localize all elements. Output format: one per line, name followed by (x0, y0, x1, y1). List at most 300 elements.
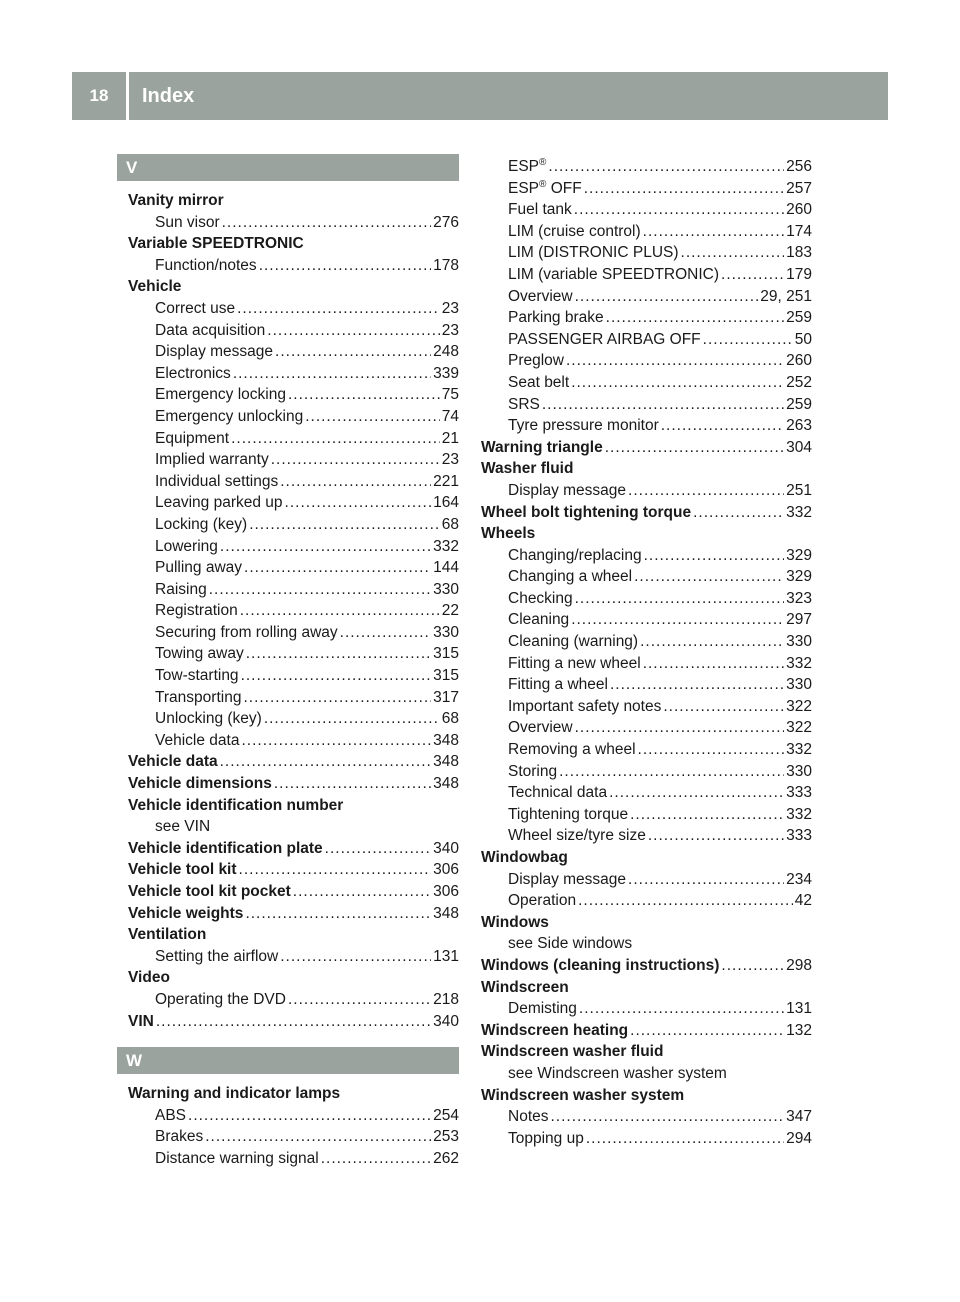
entry-page-ref: 259 (786, 309, 812, 327)
dot-leader (630, 1020, 784, 1042)
index-entry (481, 847, 812, 869)
entry-label: Transporting (155, 688, 242, 706)
entry-page-ref: 42 (794, 892, 812, 910)
index-entry (481, 286, 812, 308)
entry-page-ref: 68 (441, 710, 459, 728)
index-entry (481, 761, 812, 783)
entry-label: LIM (cruise control) (508, 222, 641, 240)
index-entry (128, 557, 459, 579)
index-entry (481, 696, 812, 718)
index-entry (481, 545, 812, 567)
dot-leader (584, 178, 784, 200)
entry-label: Important safety notes (508, 697, 662, 715)
dot-leader (249, 514, 440, 536)
dot-leader (575, 588, 785, 610)
dot-leader (663, 696, 784, 718)
index-entry (128, 795, 459, 817)
entry-page-ref: 332 (786, 503, 812, 521)
dot-leader (605, 437, 784, 459)
index-entry (481, 609, 812, 631)
index-entry (481, 955, 812, 977)
index-entry (128, 492, 459, 514)
entry-label: Setting the airflow (155, 947, 279, 965)
entry-label: Implied warranty (155, 451, 269, 469)
entry-page-ref: 23 (441, 321, 459, 339)
entry-page-ref: 276 (433, 213, 459, 231)
entry-label: Tow-starting (155, 667, 239, 685)
index-entry (481, 1041, 812, 1063)
dot-leader (240, 600, 440, 622)
dot-leader (721, 955, 784, 977)
entry-page-ref: 144 (433, 559, 459, 577)
index-entry (128, 708, 459, 730)
entry-label: Securing from rolling away (155, 623, 338, 641)
dot-leader (628, 869, 784, 891)
dot-leader (239, 859, 432, 881)
entry-page-ref: 22 (441, 602, 459, 620)
dot-leader (325, 838, 431, 860)
entry-label: Parking brake (508, 309, 604, 327)
entry-label: Vehicle dimensions (128, 775, 272, 793)
dot-leader (559, 761, 784, 783)
dot-leader (246, 643, 431, 665)
entry-label: Registration (155, 602, 238, 620)
index-entry (481, 631, 812, 653)
entry-label: Emergency locking (155, 386, 286, 404)
entry-page-ref: 164 (433, 494, 459, 512)
entry-label: Vehicle data (128, 753, 218, 771)
dot-leader (661, 415, 784, 437)
entry-page-ref: 332 (433, 537, 459, 555)
index-entry (481, 156, 812, 178)
entry-label: Display message (508, 870, 627, 888)
entry-page-ref: 252 (786, 373, 812, 391)
index-column-w (128, 1083, 459, 1169)
index-entry (481, 523, 812, 545)
entry-page-ref: 329 (786, 568, 812, 586)
dot-leader (643, 653, 784, 675)
entry-label: Cleaning (warning) (508, 633, 639, 651)
section-letter-w: W (117, 1047, 459, 1074)
index-entry (128, 1105, 459, 1127)
index-entry (128, 967, 459, 989)
entry-page-ref: 348 (433, 904, 459, 922)
entry-page-ref: 221 (433, 472, 459, 490)
entry-page-ref: 74 (441, 407, 459, 425)
entry-label: Topping up (508, 1129, 584, 1147)
entry-page-ref: 260 (786, 201, 812, 219)
dot-leader (586, 1128, 784, 1150)
entry-label: Technical data (508, 784, 608, 802)
dot-leader (644, 545, 785, 567)
dot-leader (574, 199, 784, 221)
dot-leader (205, 1126, 431, 1148)
dot-leader (638, 739, 785, 761)
entry-page-ref: 347 (786, 1108, 812, 1126)
dot-leader (579, 998, 784, 1020)
index-entry (128, 363, 459, 385)
index-entry (481, 1020, 812, 1042)
index-column-v (128, 190, 459, 1032)
entry-page-ref: 306 (433, 861, 459, 879)
entry-label: SRS (508, 395, 540, 413)
index-entry (128, 665, 459, 687)
entry-label: Warning and indicator lamps (128, 1085, 341, 1102)
dot-leader (630, 804, 784, 826)
entry-label: Vehicle identification number (128, 796, 344, 814)
dot-leader (220, 751, 432, 773)
entry-page-ref: 23 (441, 299, 459, 317)
index-entry (128, 881, 459, 903)
entry-label: Vehicle identification plate (128, 839, 323, 857)
entry-page-ref: 256 (786, 158, 812, 175)
index-entry (128, 298, 459, 320)
entry-label: Removing a wheel (508, 741, 636, 759)
index-entry (481, 566, 812, 588)
entry-label: see Windscreen washer system (508, 1064, 727, 1082)
entry-label: Preglow (508, 352, 564, 370)
entry-label: Warning triangle (481, 438, 603, 456)
entry-label: Data acquisition (155, 321, 266, 339)
entry-page-ref: 23 (441, 451, 459, 469)
entry-page-ref: 317 (433, 688, 459, 706)
dot-leader (575, 717, 785, 739)
dot-leader (264, 708, 440, 730)
index-entry (128, 643, 459, 665)
dot-leader (305, 406, 440, 428)
entry-page-ref: 263 (786, 417, 812, 435)
entry-label: Function/notes (155, 256, 257, 274)
index-entry (481, 394, 812, 416)
entry-page-ref: 174 (786, 222, 812, 240)
entry-page-ref: 257 (786, 179, 812, 197)
index-entry (481, 653, 812, 675)
index-entry (128, 406, 459, 428)
dot-leader (571, 609, 784, 631)
index-entry (481, 825, 812, 847)
entry-label: Vehicle data (155, 731, 240, 749)
index-entry (128, 838, 459, 860)
index-entry (481, 1128, 812, 1150)
entry-label: Unlocking (key) (155, 710, 262, 728)
dot-leader (233, 363, 431, 385)
index-entry (128, 579, 459, 601)
entry-page-ref: 248 (433, 343, 459, 361)
entry-label: Demisting (508, 1000, 577, 1018)
entry-label: Correct use (155, 299, 236, 317)
entry-label: Wheels (481, 525, 536, 543)
dot-leader (293, 881, 431, 903)
entry-label: Fitting a new wheel (508, 654, 641, 672)
entry-label: Distance warning signal (155, 1149, 319, 1167)
entry-page-ref: 218 (433, 990, 459, 1008)
entry-page-ref: 333 (786, 784, 812, 802)
index-entry (128, 471, 459, 493)
dot-leader (693, 502, 784, 524)
index-entry (128, 384, 459, 406)
index-entry (481, 372, 812, 394)
page-number: 18 (89, 86, 109, 105)
index-entry (128, 773, 459, 795)
index-entry (481, 674, 812, 696)
dot-leader (566, 350, 784, 372)
index-entry (128, 1083, 459, 1105)
entry-label: Windowbag (481, 849, 568, 866)
index-entry (481, 1106, 812, 1128)
entry-label: Video (128, 969, 170, 987)
dot-leader (220, 536, 431, 558)
dot-leader (245, 903, 431, 925)
entry-page-ref: 254 (433, 1106, 459, 1124)
index-entry (481, 890, 812, 912)
entry-label: Changing/replacing (508, 546, 642, 564)
index-entry (481, 782, 812, 804)
dot-leader (231, 428, 440, 450)
entry-label: Electronics (155, 364, 231, 382)
entry-label: Windscreen washer system (481, 1086, 685, 1104)
entry-page-ref: 348 (433, 753, 459, 771)
index-entry (481, 869, 812, 891)
index-entry (481, 717, 812, 739)
header-bar (72, 72, 888, 120)
entry-label: Tightening torque (508, 805, 629, 823)
index-entry (481, 933, 812, 955)
entry-page-ref: 348 (433, 731, 459, 749)
index-entry (128, 449, 459, 471)
entry-page-ref: 332 (786, 654, 812, 672)
dot-leader (274, 773, 431, 795)
index-entry (481, 437, 812, 459)
entry-page-ref: 251 (786, 481, 812, 499)
index-entry (128, 751, 459, 773)
dot-leader (156, 1011, 431, 1033)
index-entry (481, 199, 812, 221)
dot-leader (575, 286, 759, 308)
dot-leader (703, 329, 793, 351)
entry-label: Vehicle tool kit pocket (128, 883, 291, 900)
entry-label: Cleaning (508, 611, 570, 629)
entry-label: Vehicle tool kit (128, 861, 237, 879)
entry-label: Display message (155, 343, 274, 361)
dot-leader (280, 471, 431, 493)
entry-label: Windows (481, 913, 549, 931)
index-entry (481, 242, 812, 264)
entry-label: Windscreen heating (481, 1021, 629, 1039)
entry-label: Overview (508, 287, 573, 305)
index-entry (128, 622, 459, 644)
entry-page-ref: 294 (786, 1129, 812, 1147)
entry-page-ref: 253 (433, 1128, 459, 1146)
entry-page-ref: 340 (433, 1012, 459, 1030)
dot-leader (548, 156, 784, 178)
entry-label: Operation (508, 892, 577, 910)
entry-page-ref: 332 (786, 805, 812, 823)
index-entry (128, 320, 459, 342)
entry-label: Tyre pressure monitor (508, 417, 659, 435)
entry-page-ref: 329 (786, 546, 812, 564)
index-entry (481, 977, 812, 999)
entry-page-ref: 178 (433, 256, 459, 274)
entry-page-ref: 179 (786, 265, 812, 283)
entry-page-ref: 262 (433, 1149, 459, 1167)
index-entry (128, 514, 459, 536)
entry-page-ref: 260 (786, 352, 812, 370)
dot-leader (280, 946, 431, 968)
entry-label: Individual settings (155, 472, 279, 490)
index-entry (128, 428, 459, 450)
dot-leader (241, 730, 431, 752)
index-entry (481, 998, 812, 1020)
dot-leader (609, 782, 784, 804)
index-entry (481, 804, 812, 826)
entry-label: Vehicle weights (128, 904, 244, 922)
index-entry (128, 1148, 459, 1170)
entry-label: Changing a wheel (508, 568, 633, 586)
dot-leader (209, 579, 431, 601)
entry-label: Windscreen (481, 978, 569, 996)
index-entry (128, 341, 459, 363)
dot-leader (610, 674, 784, 696)
entry-label: Brakes (155, 1128, 204, 1146)
entry-label: LIM (DISTRONIC PLUS) (508, 244, 679, 262)
entry-label: Fitting a wheel (508, 676, 608, 694)
entry-label: Seat belt (508, 373, 570, 391)
entry-page-ref: 131 (433, 947, 459, 965)
index-entry (128, 924, 459, 946)
entry-label: PASSENGER AIRBAG OFF (508, 330, 701, 348)
entry-page-ref: 68 (441, 515, 459, 533)
dot-leader (271, 449, 440, 471)
entry-page-ref: 330 (433, 623, 459, 641)
entry-label: Ventilation (128, 926, 207, 944)
index-entry (481, 350, 812, 372)
dot-leader (321, 1148, 431, 1170)
entry-label: Towing away (155, 645, 244, 663)
entry-label: Emergency unlocking (155, 407, 304, 425)
entry-label: LIM (variable SPEEDTRONIC) (508, 265, 720, 283)
entry-label: Wheel bolt tightening torque (481, 503, 692, 521)
entry-page-ref: 298 (786, 956, 812, 974)
index-entry (128, 816, 459, 838)
index-entry (128, 255, 459, 277)
dot-leader (681, 242, 785, 264)
entry-label: Overview (508, 719, 573, 737)
entry-label: see Side windows (508, 935, 633, 953)
entry-page-ref: 306 (433, 883, 459, 900)
entry-label: Vanity mirror (128, 192, 224, 209)
entry-label: Vehicle (128, 278, 182, 296)
section-letter-v: V (117, 154, 459, 181)
entry-page-ref: 315 (433, 667, 459, 685)
index-entry (481, 480, 812, 502)
entry-page-ref: 322 (786, 719, 812, 737)
index-entry (128, 536, 459, 558)
entry-page-ref: 50 (794, 330, 812, 348)
index-entry (128, 1126, 459, 1148)
entry-page-ref: 330 (433, 580, 459, 598)
index-entry (481, 307, 812, 329)
entry-label: ESP® (508, 156, 547, 175)
entry-label: VIN (128, 1012, 154, 1030)
entry-page-ref: 339 (433, 364, 459, 382)
entry-label: Pulling away (155, 559, 243, 577)
entry-page-ref: 333 (786, 827, 812, 845)
index-entry (128, 859, 459, 881)
index-entry (128, 190, 459, 212)
dot-leader (222, 212, 432, 234)
index-entry (481, 178, 812, 200)
index-entry (481, 264, 812, 286)
index-column-right (481, 156, 812, 1149)
dot-leader (243, 687, 431, 709)
dot-leader (267, 320, 439, 342)
entry-label: ABS (155, 1106, 187, 1124)
index-entry (128, 276, 459, 298)
entry-label: Leaving parked up (155, 494, 283, 512)
header-divider (126, 72, 129, 120)
entry-label: Sun visor (155, 213, 220, 231)
page-title: Index (142, 84, 195, 107)
entry-label: Operating the DVD (155, 990, 286, 1008)
dot-leader (542, 394, 784, 416)
entry-page-ref: 304 (786, 438, 812, 456)
dot-leader (606, 307, 784, 329)
index-entry (481, 1063, 812, 1085)
index-entry (128, 1011, 459, 1033)
dot-leader (285, 492, 432, 514)
entry-page-ref: 340 (433, 839, 459, 857)
entry-page-ref: 348 (433, 775, 459, 793)
entry-label: Display message (508, 481, 627, 499)
entry-label: Wheel size/tyre size (508, 827, 646, 845)
dot-leader (640, 631, 784, 653)
index-entry (128, 233, 459, 255)
entry-label: Fuel tank (508, 201, 572, 219)
entry-page-ref: 183 (786, 244, 812, 262)
index-entry (128, 989, 459, 1011)
index-entry (128, 687, 459, 709)
index-entry (481, 415, 812, 437)
dot-leader (628, 480, 784, 502)
dot-leader (259, 255, 431, 277)
entry-page-ref: 21 (441, 429, 459, 447)
dot-leader (275, 341, 431, 363)
dot-leader (288, 989, 431, 1011)
entry-label: Locking (key) (155, 515, 248, 533)
entry-page-ref: 330 (786, 633, 812, 651)
dot-leader (571, 372, 784, 394)
index-entry (481, 1085, 812, 1107)
index-entry (481, 458, 812, 480)
dot-leader (237, 298, 440, 320)
entry-page-ref: 234 (786, 870, 812, 888)
index-entry (481, 739, 812, 761)
dot-leader (288, 384, 440, 406)
dot-leader (241, 665, 432, 687)
entry-label: Raising (155, 580, 207, 598)
dot-leader (648, 825, 784, 847)
entry-page-ref: 323 (786, 589, 812, 607)
index-entry (128, 730, 459, 752)
index-entry (481, 502, 812, 524)
index-entry (128, 212, 459, 234)
entry-label: Storing (508, 762, 558, 780)
entry-page-ref: 330 (786, 676, 812, 694)
entry-label: Equipment (155, 429, 230, 447)
dot-leader (578, 890, 793, 912)
entry-page-ref: 330 (786, 762, 812, 780)
entry-label: Windscreen washer fluid (481, 1043, 664, 1061)
